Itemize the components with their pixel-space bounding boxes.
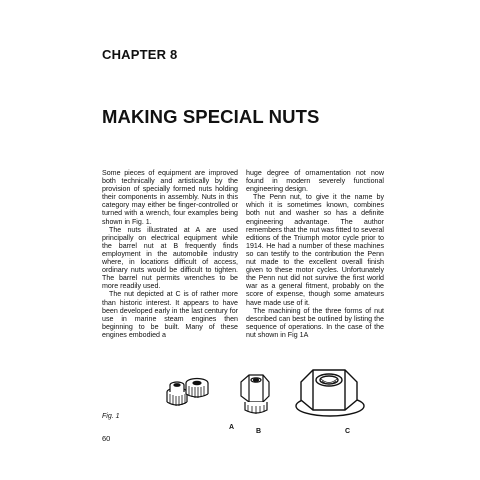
figure-label-a: A — [229, 424, 235, 431]
figure-caption: Fig. 1 — [102, 413, 120, 420]
paragraph: The nuts illustrated at A are used principally on electrical equipment while the barrel nut at B frequently finds employment in the automobile industry where, in locations difficult of access, ordinary nuts would be difficult to tighten. The barrel nut permits wrenches to be more readily used. — [102, 225, 238, 291]
knurled-nut-icon — [167, 379, 208, 407]
paragraph: The nut depicted at C is of rather more than historic interest. It appears to have been developed early in the last century for use in marine steam engines then beginning to be built. Many of these engines embodied a — [102, 290, 238, 339]
text-column-right — [246, 169, 384, 339]
page-number: 60 — [102, 434, 111, 443]
figure-1 — [155, 362, 385, 442]
text-column-left — [102, 169, 238, 339]
page-title: MAKING SPECIAL NUTS — [102, 106, 320, 127]
chapter-heading: CHAPTER 8 — [102, 47, 178, 62]
paragraph: Some pieces of equipment are improved both technically and artistically by the provision of specially formed nuts holding their components in assembly. Nuts in this category may either be finger-controlled or turned with a wrench, four examples being shown in Fig. 1. — [102, 169, 238, 226]
paragraph: The Penn nut, to give it the name by which it is sometimes known, combines both nut and washer so has a definite engineering advantage. The author remembers that the nut was fitted to several editions of the Triumph motor cycle prior to 1914. He had a number of these machines so can testify to the contribution the Penn nut made to the excellent overall finish given to these motor cycles. Unfortunately the Penn nut did not survive the first world war as a general fitment, probably on the score of expense, though some amateurs have made use of it. — [246, 193, 384, 307]
figure-label-b: B — [256, 428, 262, 435]
figure-label-c: C — [345, 428, 351, 435]
barrel-nut-icon — [241, 375, 269, 414]
paragraph: The machining of the three forms of nut described can best be outlined by listing the sequence of operations. In the case of the nut shown in Fig 1A — [246, 306, 384, 339]
paragraph: huge degree of ornamentation not now found in modern severely functional engineering design. — [246, 169, 384, 194]
penn-nut-icon — [296, 370, 364, 416]
